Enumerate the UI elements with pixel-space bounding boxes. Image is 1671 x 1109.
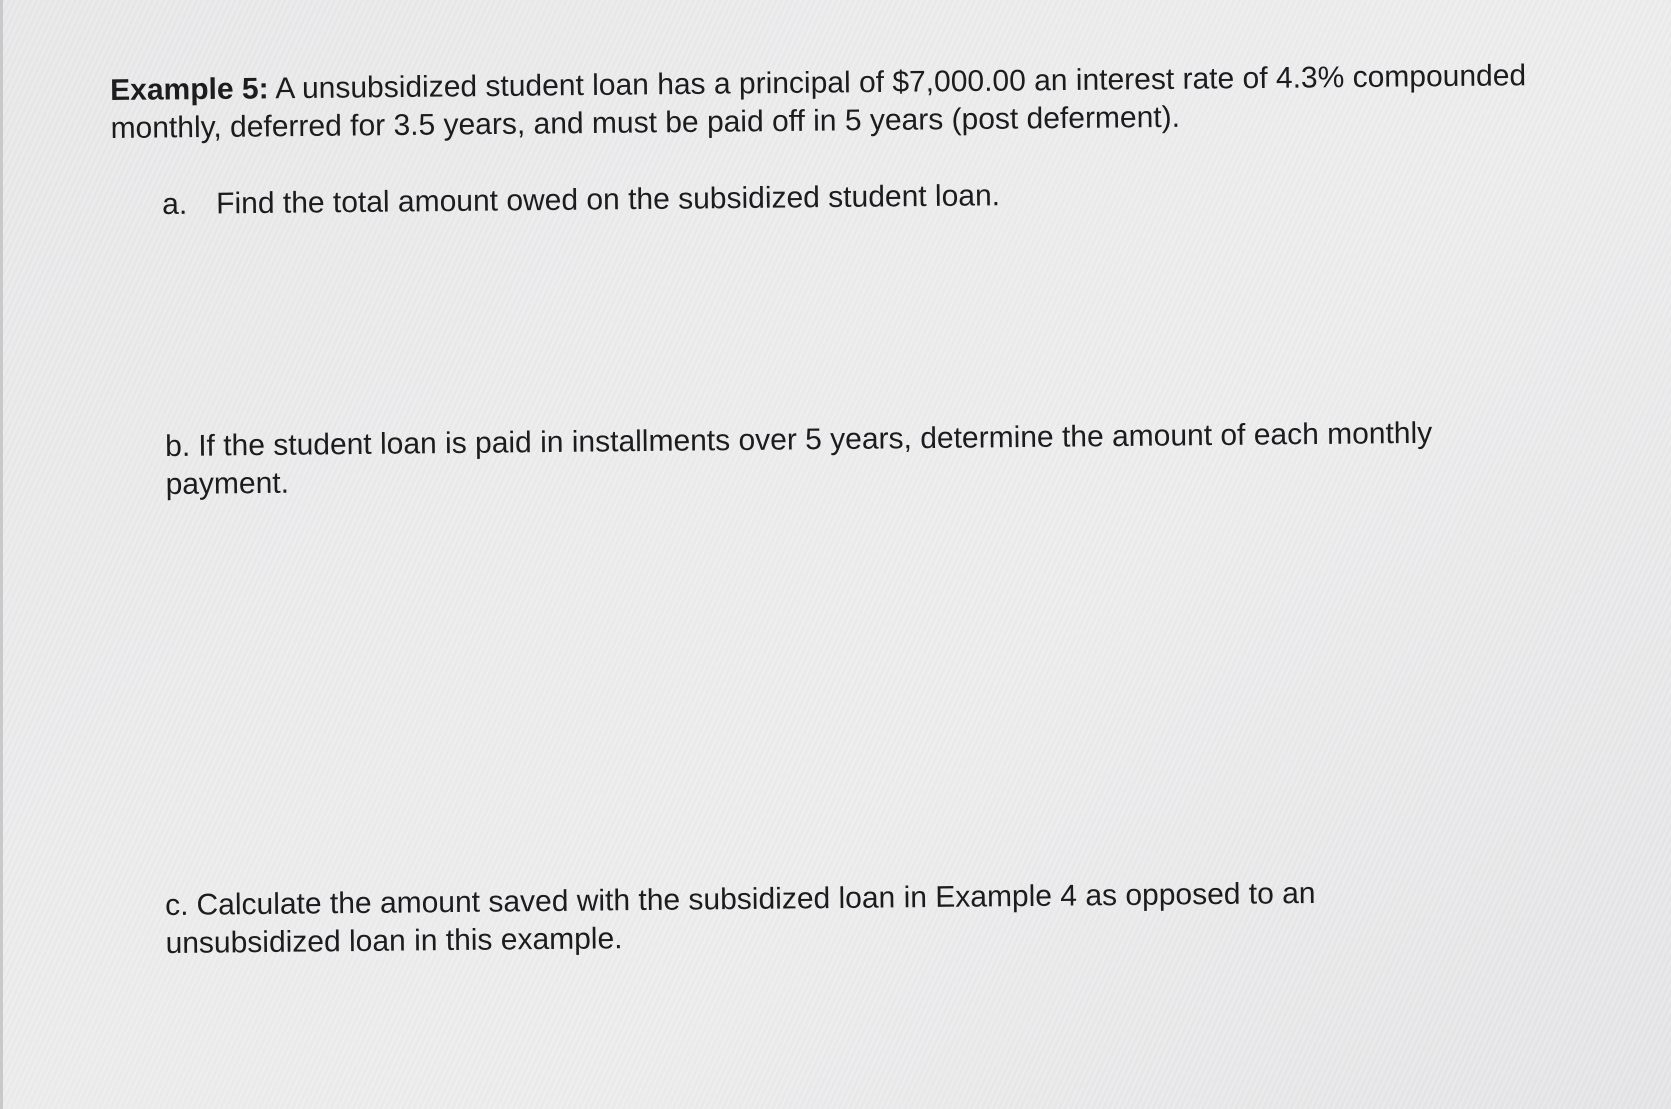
- question-c: [165, 874, 1426, 963]
- question-a-text: Find the total amount owed on the subsidized student loan.: [216, 179, 1001, 221]
- question-b-marker: b.: [165, 429, 191, 463]
- page-edge: [0, 0, 3, 1109]
- example-heading: [110, 57, 1531, 148]
- question-a-marker: a.: [162, 187, 188, 221]
- question-c-text: Calculate the amount saved with the subsidized loan in Example 4 as opposed to an unsubsidized loan in this example.: [165, 876, 1316, 960]
- example-text: A unsubsidized student loan has a principal of $7,000.00 an interest rate of 4.3% compounded monthly, deferred for 3.5 years, and must be paid off in 5 years (post deferment).: [110, 59, 1527, 145]
- question-a: [162, 172, 1462, 224]
- example-label: Example 5:: [110, 72, 269, 107]
- question-b: [165, 414, 1526, 504]
- question-b-text: If the student loan is paid in installments over 5 years, determine the amount of each monthly payment.: [165, 416, 1433, 501]
- question-c-marker: c.: [165, 888, 189, 922]
